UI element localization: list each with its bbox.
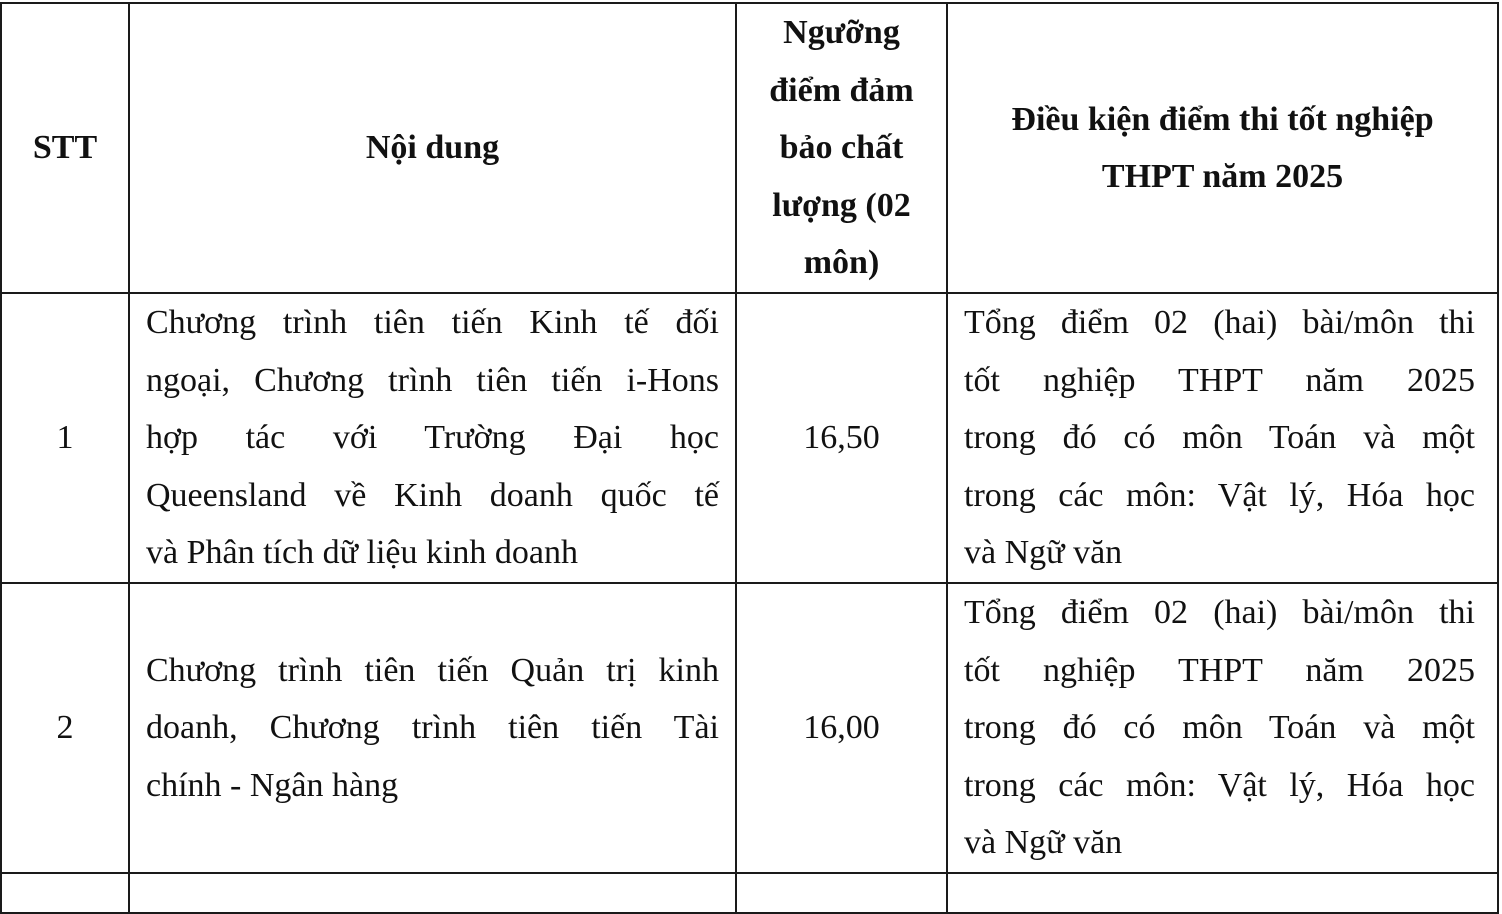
header-threshold-line: lượng (02 bbox=[772, 186, 911, 224]
header-threshold bbox=[736, 3, 947, 293]
content-line: doanh, Chương trình tiên tiến Tài bbox=[146, 709, 719, 747]
condition-line: trong các môn: Vật lý, Hóa học bbox=[964, 476, 1475, 514]
row-stt: 2 bbox=[1, 583, 129, 873]
row-content bbox=[129, 293, 736, 583]
condition-line: và Ngữ văn bbox=[964, 824, 1123, 862]
condition-line: Tổng điểm 02 (hai) bài/môn thi bbox=[964, 304, 1475, 342]
admission-threshold-table bbox=[0, 2, 1499, 914]
content-line: hợp tác với Trường Đại học bbox=[146, 419, 719, 457]
row-score bbox=[736, 873, 947, 913]
header-condition-line: THPT năm 2025 bbox=[1101, 158, 1344, 195]
header-threshold-line: môn) bbox=[803, 244, 880, 282]
condition-line: trong đó có môn Toán và một bbox=[964, 709, 1475, 747]
content-line: Chương trình tiên tiến Kinh tế đối bbox=[146, 304, 719, 342]
row-score: 16,50 bbox=[736, 293, 947, 583]
row-content bbox=[129, 583, 736, 873]
table-row-partial bbox=[1, 873, 1498, 913]
row-condition bbox=[947, 873, 1498, 913]
header-threshold-line: Ngưỡng bbox=[783, 14, 900, 52]
condition-line: tốt nghiệp THPT năm 2025 bbox=[964, 361, 1475, 399]
condition-line: Tổng điểm 02 (hai) bài/môn thi bbox=[964, 594, 1475, 632]
row-score: 16,00 bbox=[736, 583, 947, 873]
row-stt bbox=[1, 873, 129, 913]
header-condition bbox=[947, 3, 1498, 293]
condition-line: tốt nghiệp THPT năm 2025 bbox=[964, 651, 1475, 689]
content-line: Chương trình tiên tiến Quản trị kinh bbox=[146, 651, 719, 689]
header-threshold-line: bảo chất bbox=[779, 129, 904, 167]
row-stt: 1 bbox=[1, 293, 129, 583]
condition-line: và Ngữ văn bbox=[964, 534, 1123, 572]
row-condition bbox=[947, 583, 1498, 873]
condition-line: trong các môn: Vật lý, Hóa học bbox=[964, 766, 1475, 804]
header-threshold-line: điểm đảm bbox=[769, 71, 914, 109]
table-header-row bbox=[1, 3, 1498, 293]
header-condition-line: Điều kiện điểm thi tốt nghiệp bbox=[1011, 100, 1434, 138]
content-line: và Phân tích dữ liệu kinh doanh bbox=[146, 534, 579, 572]
header-content: Nội dung bbox=[129, 3, 736, 293]
row-content bbox=[129, 873, 736, 913]
table-row bbox=[1, 293, 1498, 583]
content-line: ngoại, Chương trình tiên tiến i-Hons bbox=[146, 361, 719, 399]
table-row bbox=[1, 583, 1498, 873]
row-condition bbox=[947, 293, 1498, 583]
content-line: chính - Ngân hàng bbox=[146, 766, 399, 804]
header-stt: STT bbox=[1, 3, 129, 293]
content-line: Queensland về Kinh doanh quốc tế bbox=[146, 476, 719, 514]
condition-line: trong đó có môn Toán và một bbox=[964, 419, 1475, 457]
